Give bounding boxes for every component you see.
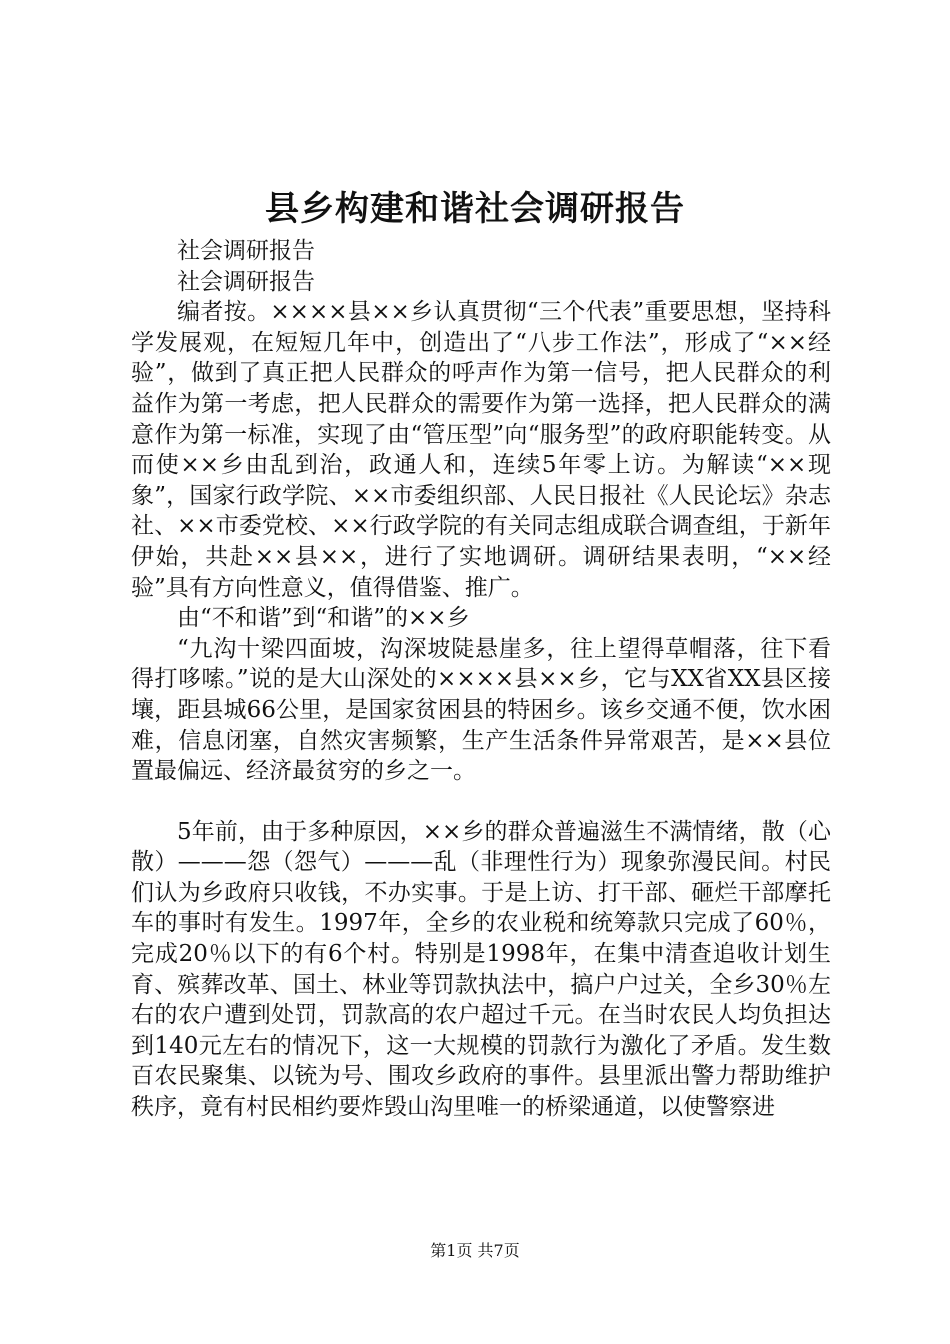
paragraph-subtitle-1: 社会调研报告 [177, 238, 315, 264]
document-body [131, 236, 831, 1123]
page-number-footer: 第1页 共7页 [430, 1241, 520, 1260]
document-title: 县乡构建和谐社会调研报告 [265, 189, 685, 229]
paragraph-village-description: “九沟十梁四面坡，沟深坡陡悬崖多，往上望得草帽落，往下看得打哆嗦。”说的是大山深处的××××县××乡，它与XX省XX县区接壤，距县城66公里，是国家贫困县的特困乡。该乡交通不便，饮水困难，信息闭塞，自然灾害频繁，生产生活条件异常艰苦，是××县位置最偏远、经济最贫穷的乡之一。 [131, 635, 831, 785]
paragraph-subtitle-2: 社会调研报告 [177, 268, 315, 295]
paragraph-section-heading: 由“不和谐”到“和谐”的××乡 [177, 605, 470, 632]
paragraph-editor-note: 编者按。××××县××乡认真贯彻“三个代表”重要思想，坚持科学发展观，在短短几年中，创造出了“八步工作法”，形成了“××经验”，做到了真正把人民群众的呼声作为第一信号，把人民群众的利益作为第一考虑，把人民群众的需要作为第一选择，把人民群众的满意作为第一标准，实现了由“管压型”向“服务型”的政府职能转变。从而使××乡由乱到治，政通人和，连续5年零上访。为解读“××现象”，国家行政学院、××市委组织部、人民日报社《人民论坛》杂志社、××市委党校、××行政学院的有关同志组成联合调查组，于新年伊始，共赴××县××，进行了实地调研。调研结果表明，“××经验”具有方向性意义，值得借鉴、推广。 [131, 299, 831, 601]
paragraph-history: 5年前，由于多种原因，××乡的群众普遍滋生不满情绪，散（心散）———怨（怨气）———乱（非理性行为）现象弥漫民间。村民们认为乡政府只收钱，不办实事。于是上访、打干部、砸烂干部摩托车的事时有发生。1997年，全乡的农业税和统筹款只完成了60％，完成20％以下的有6个村。特别是1998年，在集中清查追收计划生育、殡葬改革、国土、林业等罚款执法中，搞户户过关，全乡30％左右的农户遭到处罚，罚款高的农户超过千元。在当时农民人均负担达到140元左右的情况下，这一大规模的罚款行为激化了矛盾。发生数百农民聚集、以铳为号、围攻乡政府的事件。县里派出警力帮助维护秩序，竟有村民相约要炸毁山沟里唯一的桥梁通道，以使警察进 [131, 818, 831, 1121]
